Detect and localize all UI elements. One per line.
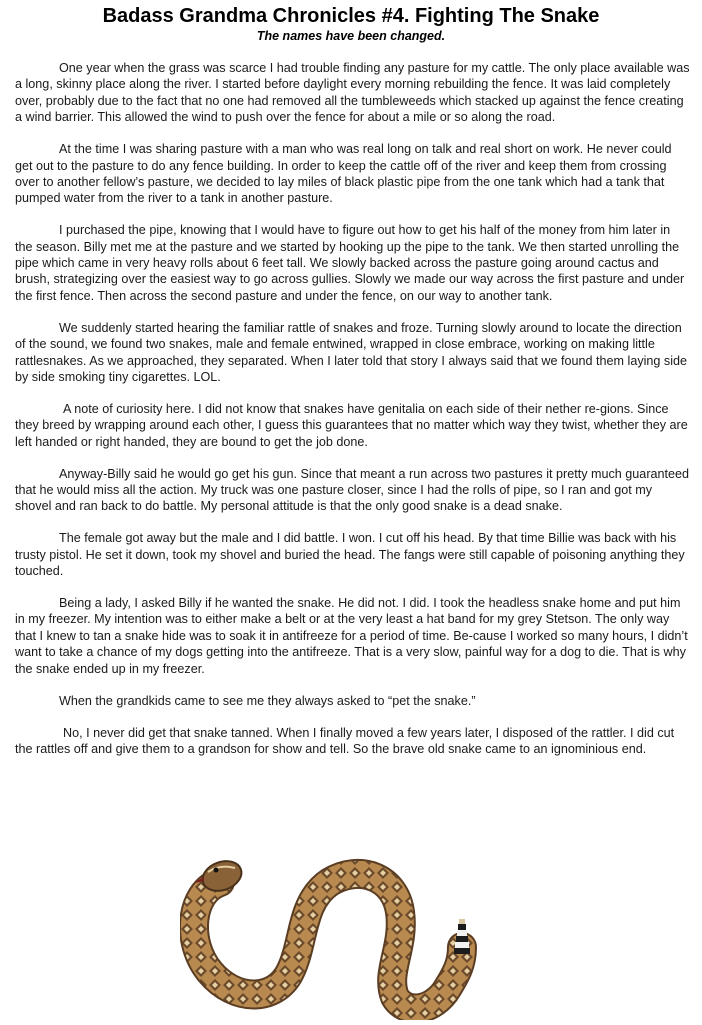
- page-title: Badass Grandma Chronicles #4. Fighting The Snake: [102, 5, 600, 27]
- paragraph-7: The female got away but the male and I did battle. I won. I cut off his head. By that time Billie was back with his trusty pistol. He set it down, took my shovel and buried the head. The fangs were still capable of poisoning anything they touched.: [15, 531, 685, 579]
- rattlesnake-icon: [180, 852, 500, 1020]
- paragraph-1: One year when the grass was scarce I had trouble finding any pasture for my cattle. The only place available was a long, skinny place along the river. I started before daylight every morning rebuilding the fence. It was laid completely over, probably due to the fact that no one had removed all the tumbleweeds which stacked up against the fence creating a wind barrier. This allowed the wind to push over the fence for about a mile or so along the road.: [15, 61, 690, 125]
- paragraph-9: When the grandkids came to see me they always asked to “pet the snake.”: [59, 693, 476, 708]
- paragraph-4: We suddenly started hearing the familiar rattle of snakes and froze. Turning slowly around to locate the direction of the sound, we found two snakes, male and female entwined, wrapped in close embrace, working on making little rattlesnakes. As we approached, they separated. When I later told that story I always said that we found them laying side by side smoking tiny cigarettes. LOL.: [15, 320, 688, 384]
- paragraph-2: At the time I was sharing pasture with a man who was real long on talk and real short on work. He never could get out to the pasture to do any fence building. In order to keep the cattle off of the river and keep them from crossing over to another fellow’s pasture, we decided to lay miles of black plastic pipe from the one tank which had a tank that pumped water from the river to a tank in another pasture.: [15, 142, 672, 206]
- paragraph-5: A note of curiosity here. I did not know that snakes have genitalia on each side of their nether re-gions. Since they breed by wrapping around each other, I guess this guarantees that no matter which way they twist, whether they are left handed or right handed, they are bound to get the job done.: [15, 401, 688, 449]
- article-body: [15, 60, 690, 773]
- paragraph-8: Being a lady, I asked Billy if he wanted the snake. He did not. I did. I took the headless snake home and put him in my freezer. My intention was to either make a belt or at the very least a hat band for my grey Stetson. The only way that I knew to tan a snake hide was to soak it in antifreeze for a period of time. Be-cause I worked so many hours, I didn’t want to take a chance of my dogs getting into the antifreeze. That is a very slow, painful way for a dog to die. That is why the snake ended up in my freezer.: [15, 596, 688, 676]
- paragraph-3: I purchased the pipe, knowing that I would have to figure out how to get his half of the money from him later in the season. Billy met me at the pasture and we started by hooking up the pipe to the tank. We then started unrolling the pipe which came in very heavy rolls about 6 feet tall. We slowly backed across the pasture going around cactus and brush, strategizing over the easiest way to go across gullies. Slowly we made our way across the first pasture and under the first fence. Then across the second pasture and under the fence, on our way to another tank.: [15, 223, 685, 303]
- rattle-tail: [454, 919, 470, 954]
- paragraph-10: No, I never did get that snake tanned. When I finally moved a few years later, I disposed of the rattler. I did cut the rattles off and give them to a grandson for show and tell. So the brave old snake came to an ignominious end.: [15, 725, 675, 756]
- page-subtitle: The names have been changed.: [256, 29, 446, 43]
- paragraph-6: Anyway-Billy said he would go get his gun. Since that meant a run across two pastures it pretty much guaranteed that he would miss all the action. My truck was one pasture closer, since I had the rolls of pipe, so I ran and got my shovel and ran back to do battle. My personal attitude is that the only good snake is a dead snake.: [15, 466, 690, 514]
- rattlesnake-illustration: [180, 852, 500, 1020]
